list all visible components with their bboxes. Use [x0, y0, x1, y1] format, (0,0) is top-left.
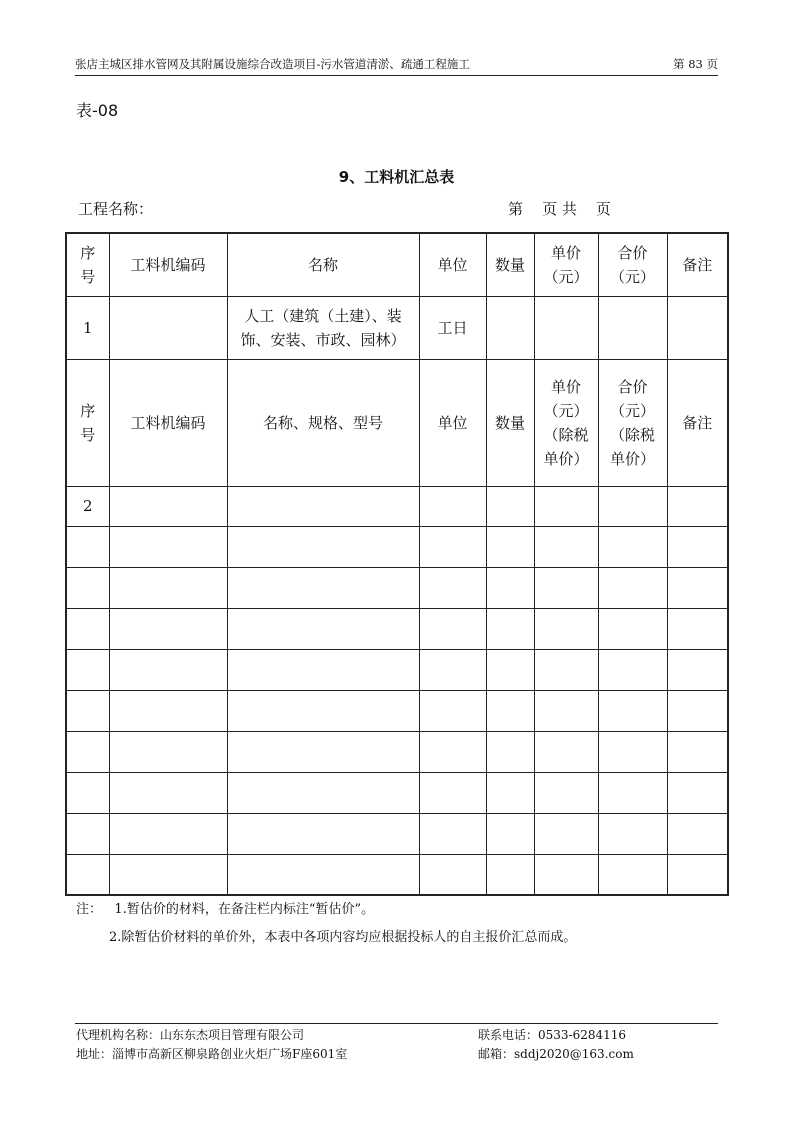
table-header-row: [66, 233, 728, 296]
table-row: [66, 854, 728, 895]
table-row: [66, 486, 728, 526]
project-line: [78, 198, 638, 219]
subheader-unit: 单位: [419, 359, 486, 486]
subheader-total-price: 合价 （元） （除税 单价）: [598, 359, 667, 486]
subheader-remark: 备注: [667, 359, 728, 486]
subheader-unit-price: 单价 （元） （除税 单价）: [534, 359, 598, 486]
header-code: 工料机编码: [109, 233, 227, 296]
subheader-code: 工料机编码: [109, 359, 227, 486]
notes: [76, 896, 576, 952]
note-1: 注： 1.暂估价的材料，在备注栏内标注“暂估价”。: [76, 902, 375, 917]
table-row: [66, 608, 728, 649]
table-title: 9、工料机汇总表: [338, 168, 455, 186]
agency-name: 代理机构名称：山东东杰项目管理有限公司: [76, 1028, 305, 1042]
header-qty: 数量: [486, 233, 534, 296]
page-header: [75, 56, 718, 76]
table-subheader-row: [66, 359, 728, 486]
contact-email: 邮箱：sddj2020@163.com: [478, 1047, 634, 1061]
document-title: 张店主城区排水管网及其附属设施综合改造项目-污水管道清淤、疏通工程施工: [75, 57, 470, 71]
table-row: [66, 772, 728, 813]
note-2: 2.除暂估价材料的单价外，本表中各项内容均应根据投标人的自主报价汇总而成。: [109, 930, 577, 945]
subheader-seq: 序 号: [66, 359, 109, 486]
table-row: [66, 649, 728, 690]
header-unit-price: 单价 （元）: [534, 233, 598, 296]
header-unit: 单位: [419, 233, 486, 296]
table-row: [66, 526, 728, 567]
table-row: [66, 567, 728, 608]
material-summary-table: [65, 232, 729, 896]
row-unit-cell: 工日: [419, 296, 486, 359]
header-total-price: 合价 （元）: [598, 233, 667, 296]
table-row: [66, 296, 728, 359]
subheader-qty: 数量: [486, 359, 534, 486]
contact-phone: 联系电话：0533-6284116: [478, 1028, 627, 1042]
table-row: [66, 813, 728, 854]
agency-address: 地址：淄博市高新区柳泉路创业火炬广场F座601室: [76, 1047, 348, 1061]
table-row: [66, 731, 728, 772]
table-row: [66, 690, 728, 731]
row-seq: 2: [66, 486, 109, 526]
project-name-label: 工程名称：: [78, 200, 154, 218]
row-name-cell: 人工（建筑（土建）、装 饰、安装、市政、园林）: [227, 296, 419, 359]
form-code: 表-08: [76, 101, 119, 120]
subheader-name: 名称、规格、型号: [227, 359, 419, 486]
page-footer: [76, 1026, 718, 1064]
row-code-cell: [109, 296, 227, 359]
header-remark: 备注: [667, 233, 728, 296]
page-count-label: 第 页 共 页: [508, 200, 611, 218]
footer-divider: [75, 1023, 718, 1024]
page-number: 第 83 页: [673, 57, 718, 71]
row-seq: 1: [66, 296, 109, 359]
header-name: 名称: [227, 233, 419, 296]
header-seq: 序 号: [66, 233, 109, 296]
